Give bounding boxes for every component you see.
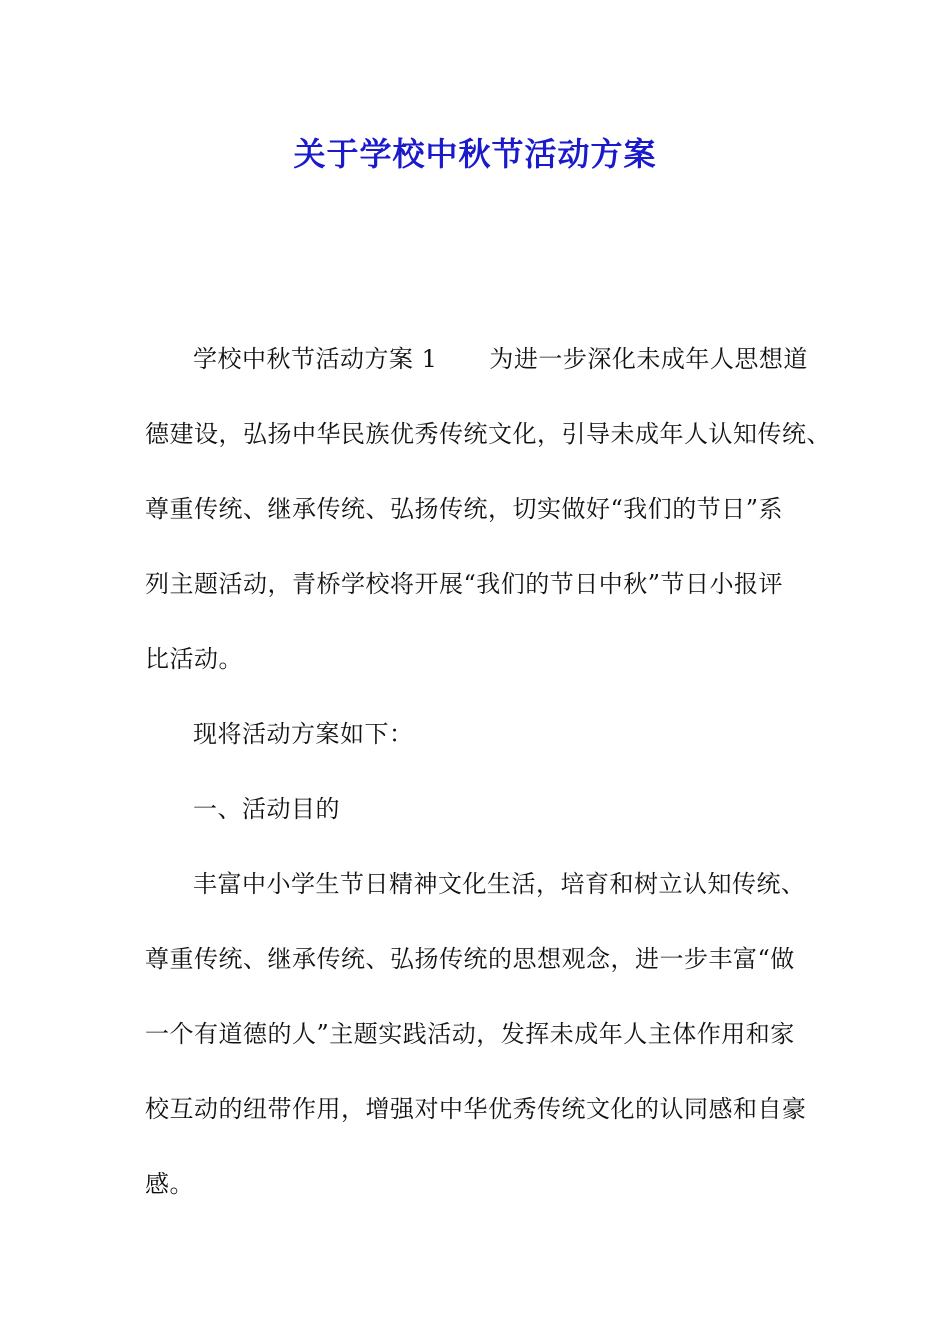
paragraph-line: 比活动。	[145, 645, 243, 673]
paragraph-line: 德建设，弘扬中华民族优秀传统文化，引导未成年人认知传统、	[145, 420, 831, 448]
paragraph-line: 感。	[145, 1170, 194, 1198]
document-title: 关于学校中秋节活动方案	[293, 135, 657, 173]
paragraph-line: 丰富中小学生节日精神文化生活，培育和树立认知传统、	[193, 870, 806, 898]
paragraph-line: 现将活动方案如下：	[193, 720, 414, 748]
paragraph-line: 尊重传统、继承传统、弘扬传统的思想观念，进一步丰富“做	[145, 945, 795, 973]
paragraph-text: 为进一步深化未成年人思想道	[489, 345, 808, 373]
section-heading-inline: 学校中秋节活动方案 1	[193, 345, 438, 373]
paragraph-line: 校互动的纽带作用，增强对中华优秀传统文化的认同感和自豪	[145, 1095, 807, 1123]
paragraph-line-intro	[193, 341, 808, 377]
paragraph-line: 列主题活动，青桥学校将开展“我们的节日中秋”节日小报评	[145, 570, 784, 598]
paragraph-line: 尊重传统、继承传统、弘扬传统，切实做好“我们的节日”系	[145, 495, 784, 523]
paragraph-line: 一个有道德的人”主题实践活动，发挥未成年人主体作用和家	[145, 1020, 795, 1048]
section-heading: 一、活动目的	[193, 795, 340, 823]
